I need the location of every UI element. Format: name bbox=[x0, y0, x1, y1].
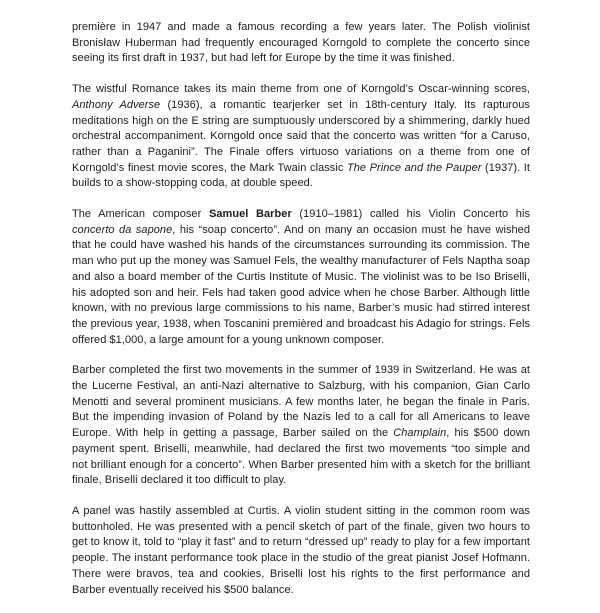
text-segment: Samuel Barber bbox=[208, 208, 292, 221]
text-segment: The American composer bbox=[72, 208, 209, 221]
paragraph bbox=[72, 207, 530, 348]
text-segment: (1910–1981) called his Violin Concerto his bbox=[291, 208, 531, 221]
text-segment: The Prince and the Pauper bbox=[346, 161, 482, 174]
text-segment: A panel was hastily assembled at Curtis. A violin student sitting in the common room was buttonholed. He was presented with a pencil sketch of part of the finale, given two hours to get to know it, told to “play it fast” and to return “dressed up” ready to play for a few important people. The instant performance took place in the studio of the great pianist Josef Hofmann. There were bravos, tea and cookies, Briselli lost his rights to the first performance and Barber eventually received his $500 balance. bbox=[72, 504, 530, 596]
paragraph bbox=[72, 82, 530, 192]
text-segment: Anthony Adverse bbox=[72, 98, 161, 111]
paragraph bbox=[72, 504, 530, 598]
text-segment: (1937). It builds to a show-stopping coda, at double speed. bbox=[72, 161, 530, 190]
paragraph bbox=[72, 363, 530, 489]
text-segment: concerto da sapone bbox=[72, 223, 173, 236]
text-segment: (1936), a romantic tearjerker set in 18th-century Italy. Its rapturous meditations high on the E string are sumptuously underscored by a shimmering, darkly hued orchestral accompaniment. Korngold once said that the concerto was written “for a Caruso, rather than a Paganini”. The Finale offers virtuoso variations on a theme from one of Korngold’s finest movie scores, the Mark Twain classic bbox=[72, 98, 530, 174]
text-segment: Champlain bbox=[393, 427, 447, 440]
text-segment: The wistful Romance takes its main theme from one of Korngold’s Oscar-winning scores, bbox=[72, 83, 530, 96]
text-segment: première in 1947 and made a famous recording a few years later. The Polish violinist Bronisław Huberman had frequently encouraged Korngold to complete the concerto since seeing its first draft in 1937, but had left for Europe by the time it was finished. bbox=[72, 21, 530, 65]
text-segment: , his “soap concerto”. And on many an occasion must he have wished that he could have washed his hands of the circumstances surrounding its commission. The man who put up the money was Samuel Fels, the wealthy manufacturer of Fels Naptha soap and also a board member of the Curtis Institute of Music. The violinist was to be Iso Briselli, his adopted son and heir. Fels had taken good advice when he chose Barber. Although little known, with no previous large commissions to his name, Barber’s music had stirred interest the previous year, 1938, when Toscanini premièred and broadcast his Adagio for strings. Fels offered $1,000, a large amount for a young unknown composer. bbox=[72, 223, 530, 346]
paragraph bbox=[72, 20, 530, 67]
text-segment: Barber completed the first two movements in the summer of 1939 in Switzerland. He was at the Lucerne Festival, an anti-Nazi alternative to Salzburg, with his companion, Gian Carlo Menotti and several prominent musicians. A few months later, he began the finale in Paris. But the impending invasion of Poland by the Nazis led to a call for all Americans to leave Europe. With help in getting a passage, Barber sailed on the bbox=[72, 364, 530, 440]
text-segment: , his $500 down payment spent. Briselli, meanwhile, had declared the first two movements “too simple and not brilliant enough for a concerto”. When Barber presented him with a sketch for the brilliant finale, Briselli declared it too difficult to play. bbox=[72, 427, 530, 487]
text-block bbox=[72, 20, 530, 613]
